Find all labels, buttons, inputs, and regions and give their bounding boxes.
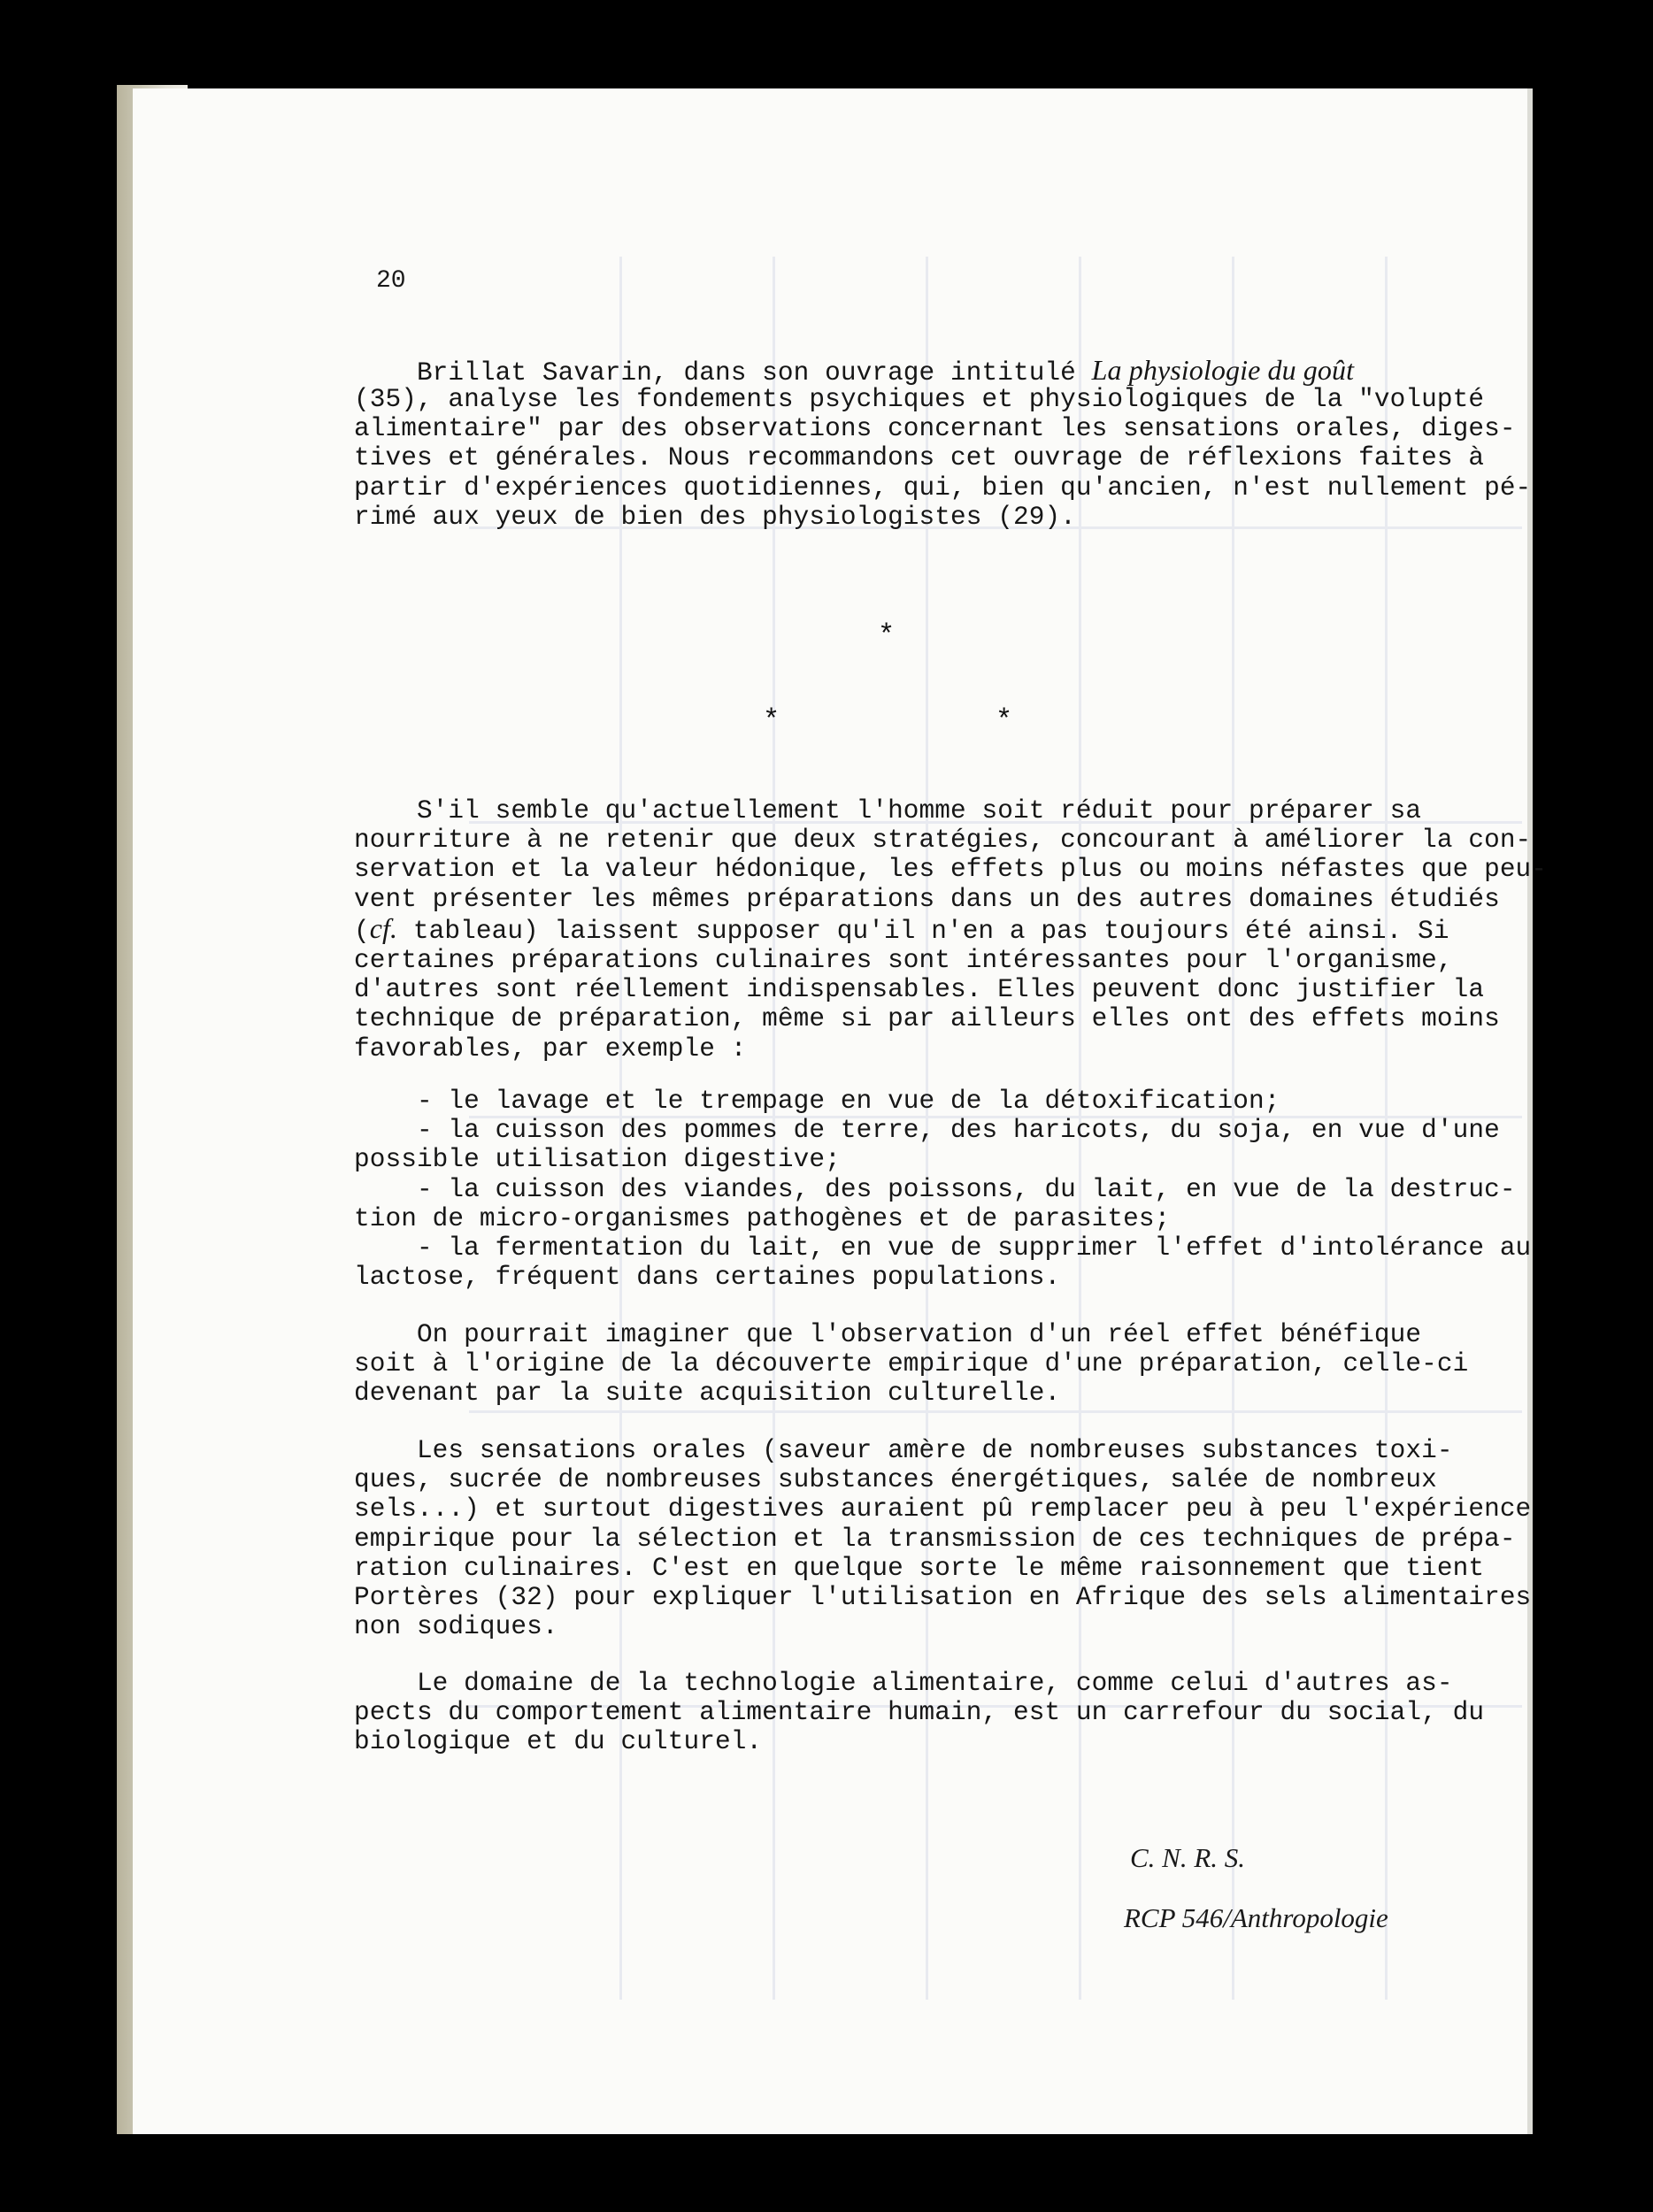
separator-asterisk: * [996, 704, 1013, 737]
text-line: nourriture à ne retenir que deux stratégies, concourant à améliorer la con- [354, 826, 1532, 856]
list-item: tion de micro-organismes pathogènes et de parasites; [354, 1203, 1171, 1233]
separator-asterisk: * [878, 619, 896, 652]
paragraph-intro [354, 356, 1451, 388]
text-line: (35), analyse les fondements psychiques et physiologiques de la "volupté [354, 385, 1485, 414]
paragraph-strategies [354, 796, 1548, 1064]
text-line: partir d'expériences quotidiennes, qui, bien qu'ancien, n'est nullement pé- [354, 472, 1532, 503]
text-line: servation et la valeur hédonique, les effets plus ou moins néfastes que peu- [354, 855, 1548, 885]
text-line: non sodiques. [354, 1612, 558, 1642]
text-line: sels...) et surtout digestives auraient pû remplacer peu à peu l'expérience [354, 1494, 1532, 1525]
page-number: 20 [376, 267, 406, 295]
text-line: d'autres sont réellement indispensables. Elles peuvent donc justifier la [354, 975, 1485, 1005]
text-line: soit à l'origine de la découverte empirique d'une préparation, celle-ci [354, 1349, 1469, 1379]
text-line: technique de préparation, même si par ailleurs elles ont des effets moins [354, 1004, 1500, 1034]
list-item: lactose, fréquent dans certaines populations. [354, 1263, 1061, 1293]
list-item: - la cuisson des pommes de terre, des haricots, du soja, en vue d'une [354, 1116, 1500, 1146]
text-fragment: tableau) laissent supposer qu'il n'en a pas toujours été ainsi. Si [397, 916, 1449, 946]
text-fragment: ( [354, 916, 370, 946]
text-line: empirique pour la sélection et la transmission de ces techniques de prépa- [354, 1524, 1516, 1554]
text-line: alimentaire" par des observations concernant les sensations orales, diges- [354, 414, 1516, 444]
text-line: favorables, par exemple : [354, 1033, 747, 1064]
book-title: La physiologie du goût [1091, 354, 1355, 386]
text-line: Portères (32) pour expliquer l'utilisation en Afrique des sels alimentaires [354, 1583, 1532, 1613]
paragraph-observation [354, 1320, 1469, 1409]
text-line: S'il semble qu'actuellement l'homme soit réduit pour préparer sa [354, 796, 1422, 826]
text-line: ration culinaires. C'est en quelque sorte le même raisonnement que tient [354, 1553, 1485, 1583]
list-item: - la fermentation du lait, en vue de supprimer l'effet d'intolérance au [354, 1233, 1532, 1263]
separator-asterisk: * [763, 704, 780, 737]
text-line: vent présenter les mêmes préparations dans un des autres domaines étudiés [354, 884, 1500, 914]
text-line: On pourrait imaginer que l'observation d'un réel effet bénéfique [354, 1320, 1422, 1349]
paragraph-conclusion [354, 1669, 1485, 1757]
text-line: rimé aux yeux de bien des physiologistes (29). [354, 502, 1076, 532]
list-item: - la cuisson des viandes, des poissons, du lait, en vue de la destruc- [354, 1174, 1516, 1204]
text-line: pects du comportement alimentaire humain, est un carrefour du social, du [354, 1698, 1485, 1728]
text-line: tives et générales. Nous recommandons cet ouvrage de réflexions faites à [354, 443, 1485, 473]
paragraph-intro-line: Brillat Savarin, dans son ouvrage intitulé [354, 358, 1092, 388]
cf-abbreviation: cf. [369, 911, 398, 944]
examples-list [354, 1087, 1532, 1293]
text-line: Le domaine de la technologie alimentaire, comme celui d'autres as- [354, 1669, 1453, 1698]
text-line: Les sensations orales (saveur amère de nombreuses substances toxi- [354, 1436, 1453, 1465]
paragraph-intro-body [354, 385, 1532, 532]
text-line: ques, sucrée de nombreuses substances énergétiques, salée de nombreux [354, 1465, 1437, 1495]
text-line [354, 911, 1451, 946]
text-line: devenant par la suite acquisition culturelle. [354, 1379, 1061, 1409]
paragraph-sensations [354, 1436, 1532, 1642]
list-item: - le lavage et le trempage en vue de la détoxification; [354, 1087, 1280, 1116]
signature-program: RCP 546/Anthropologie [1124, 1902, 1388, 1933]
signature-institution: C. N. R. S. [1130, 1842, 1246, 1873]
text-line: certaines préparations culinaires sont intéressantes pour l'organisme, [354, 946, 1453, 976]
text-line: biologique et du culturel. [354, 1727, 763, 1757]
list-item: possible utilisation digestive; [354, 1145, 841, 1175]
